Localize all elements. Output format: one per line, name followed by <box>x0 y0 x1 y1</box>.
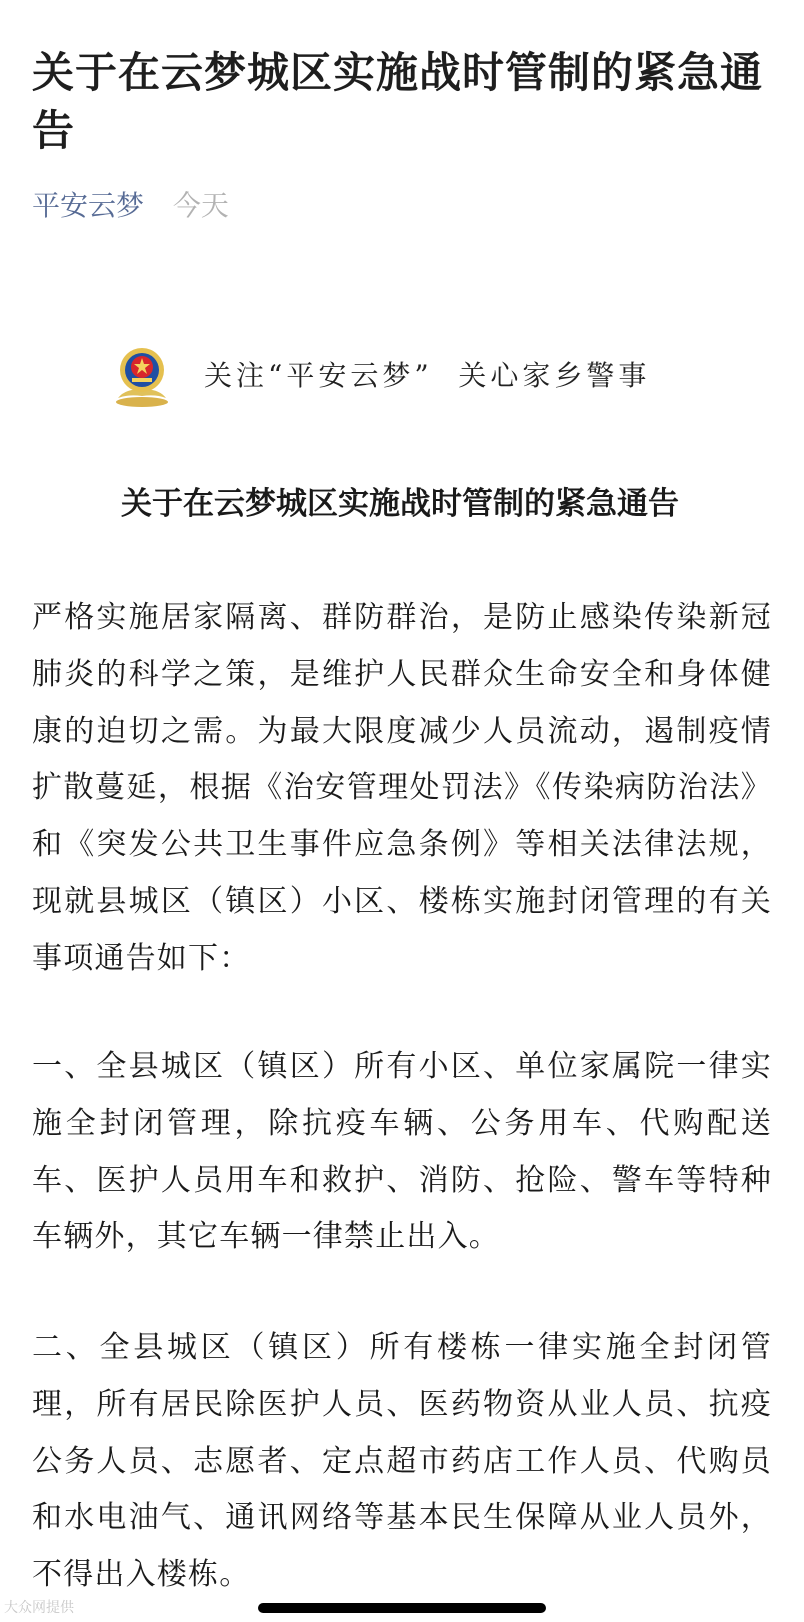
notice-item-1: 一、全县城区（镇区）所有小区、单位家属院一律实施全封闭管理，除抗疫车辆、公务用车、代购配送车、医护人员用车和救护、消防、抢险、警车等特种车辆外，其它车辆一律禁止出入。 <box>32 1049 772 1255</box>
account-name-link[interactable]: 平安云梦 <box>32 189 145 222</box>
publish-date: 今天 <box>172 189 229 222</box>
slogan-banner <box>112 342 712 412</box>
home-indicator[interactable] <box>258 1603 546 1613</box>
watermark: 大众网提供 <box>4 1600 74 1616</box>
article-title: 关于在云梦城区实施战时管制的紧急通告 <box>32 48 764 155</box>
notice-item-2: 二、全县城区（镇区）所有楼栋一律实施全封闭管理，所有居民除医护人员、医药物资从业人员、抗疫公务人员、志愿者、定点超市药店工作人员、代购员和水电油气、通讯网络等基本民生保障从业人员外，不得出入楼栋。 <box>32 1330 772 1593</box>
slogan-text: 关注“平安云梦” 关心家乡警事 <box>204 359 651 392</box>
notice-heading: 关于在云梦城区实施战时管制的紧急通告 <box>121 486 679 522</box>
police-emblem-icon <box>112 344 172 408</box>
notice-intro-paragraph: 严格实施居家隔离、群防群治，是防止感染传染新冠肺炎的科学之策，是维护人民群众生命安全和身体健康的迫切之需。为最大限度减少人员流动，遏制疫情扩散蔓延，根据《治安管理处罚法》《传染病防治法》和《突发公共卫生事件应急条例》等相关法律法规，现就县城区（镇区）小区、楼栋实施封闭管理的有关事项通告如下： <box>32 600 772 976</box>
article-meta <box>32 186 229 226</box>
